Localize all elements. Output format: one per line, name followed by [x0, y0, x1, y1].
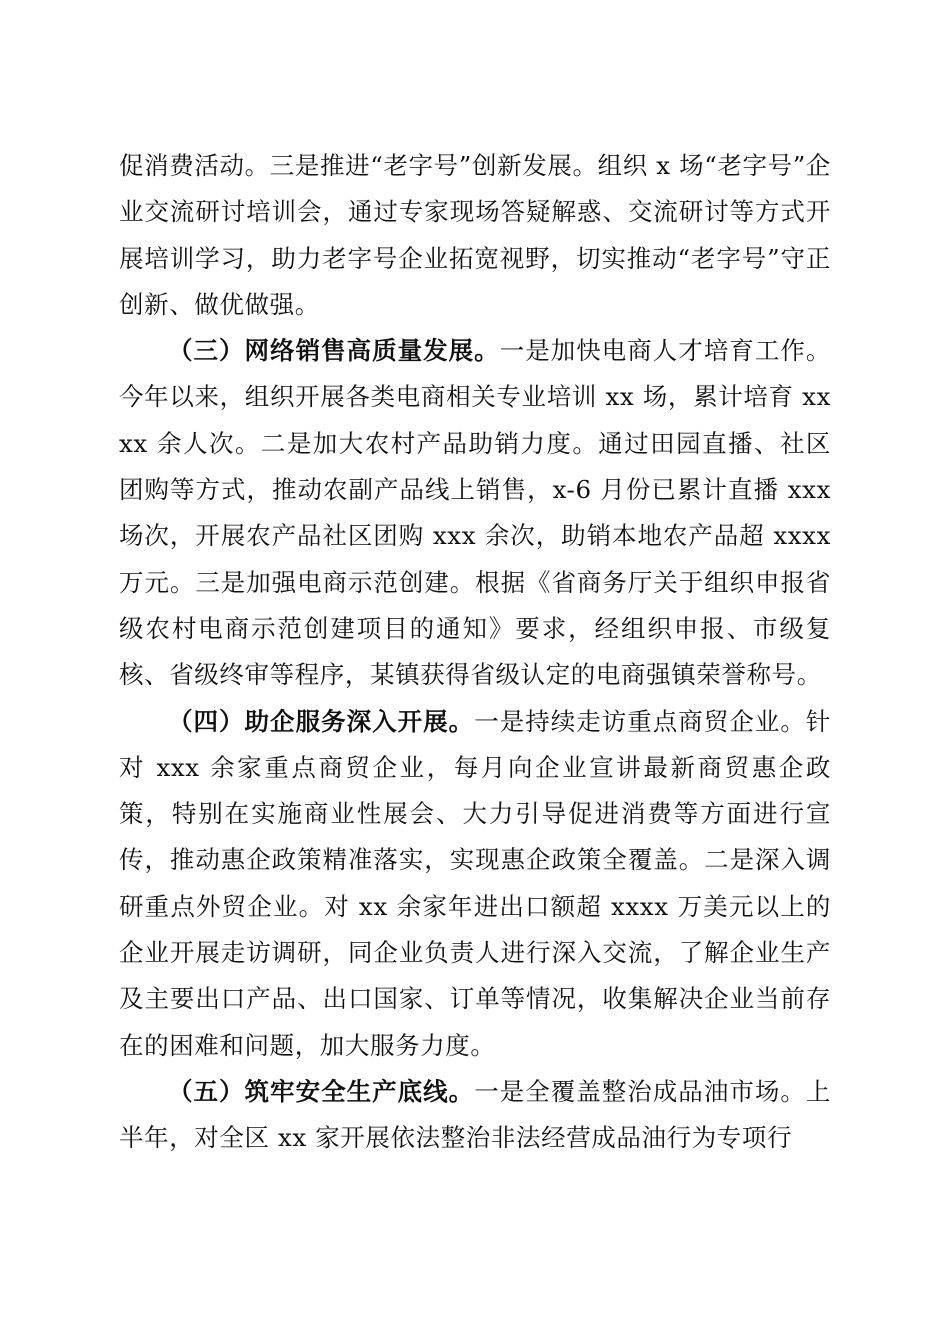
paragraph-section-3	[119, 328, 831, 698]
section-heading: （四）助企服务深入开展。	[168, 706, 475, 736]
paragraph-text: 促消费活动。三是推进“老字号”创新发展。组织 x 场“老字号”企业交流研讨培训会，通过专家现场答疑解惑、交流研讨等方式开展培训学习，助力老字号企业拓宽视野，切实推动“老字号”守正创新、做优做强。	[119, 151, 831, 319]
paragraph-text: 一是全覆盖整治成品油市场。上半年，对全区 xx 家开展依法整治非法经营成品油行为专项行	[119, 1076, 831, 1153]
paragraph-section-4	[119, 699, 831, 1069]
section-heading: （三）网络销售高质量发展。	[168, 336, 500, 366]
paragraph-text: 一是持续走访重点商贸企业。针对 xxx 余家重点商贸企业，每月向企业宣讲最新商贸惠企政策，特别在实施商业性展会、大力引导促进消费等方面进行宣传，推动惠企政策精准落实，实现惠企政策全覆盖。二是深入调研重点外贸企业。对 xx 余家年进出口额超 xxxx 万美元以上的企业开展走访调研，同企业负责人进行深入交流，了解企业生产及主要出口产品、出口国家、订单等情况，收集解决企业当前存在的困难和问题，加大服务力度。	[119, 706, 831, 1060]
paragraph-continuation	[119, 143, 831, 328]
paragraph-text: 一是加快电商人才培育工作。今年以来，组织开展各类电商相关专业培训 xx 场，累计培育 xxxx 余人次。二是加大农村产品助销力度。通过田园直播、社区团购等方式，推动农副产品线上销售，x-6 月份已累计直播 xxx 场次，开展农产品社区团购 xxx 余次，助销本地农产品超 xxxx 万元。三是加强电商示范创建。根据《省商务厅关于组织申报省级农村电商示范创建项目的通知》要求，经组织申报、市级复核、省级终审等程序，某镇获得省级认定的电商强镇荣誉称号。	[119, 336, 831, 690]
document-body	[119, 143, 831, 1162]
section-heading: （五）筑牢安全生产底线。	[168, 1076, 475, 1106]
paragraph-section-5	[119, 1069, 831, 1162]
